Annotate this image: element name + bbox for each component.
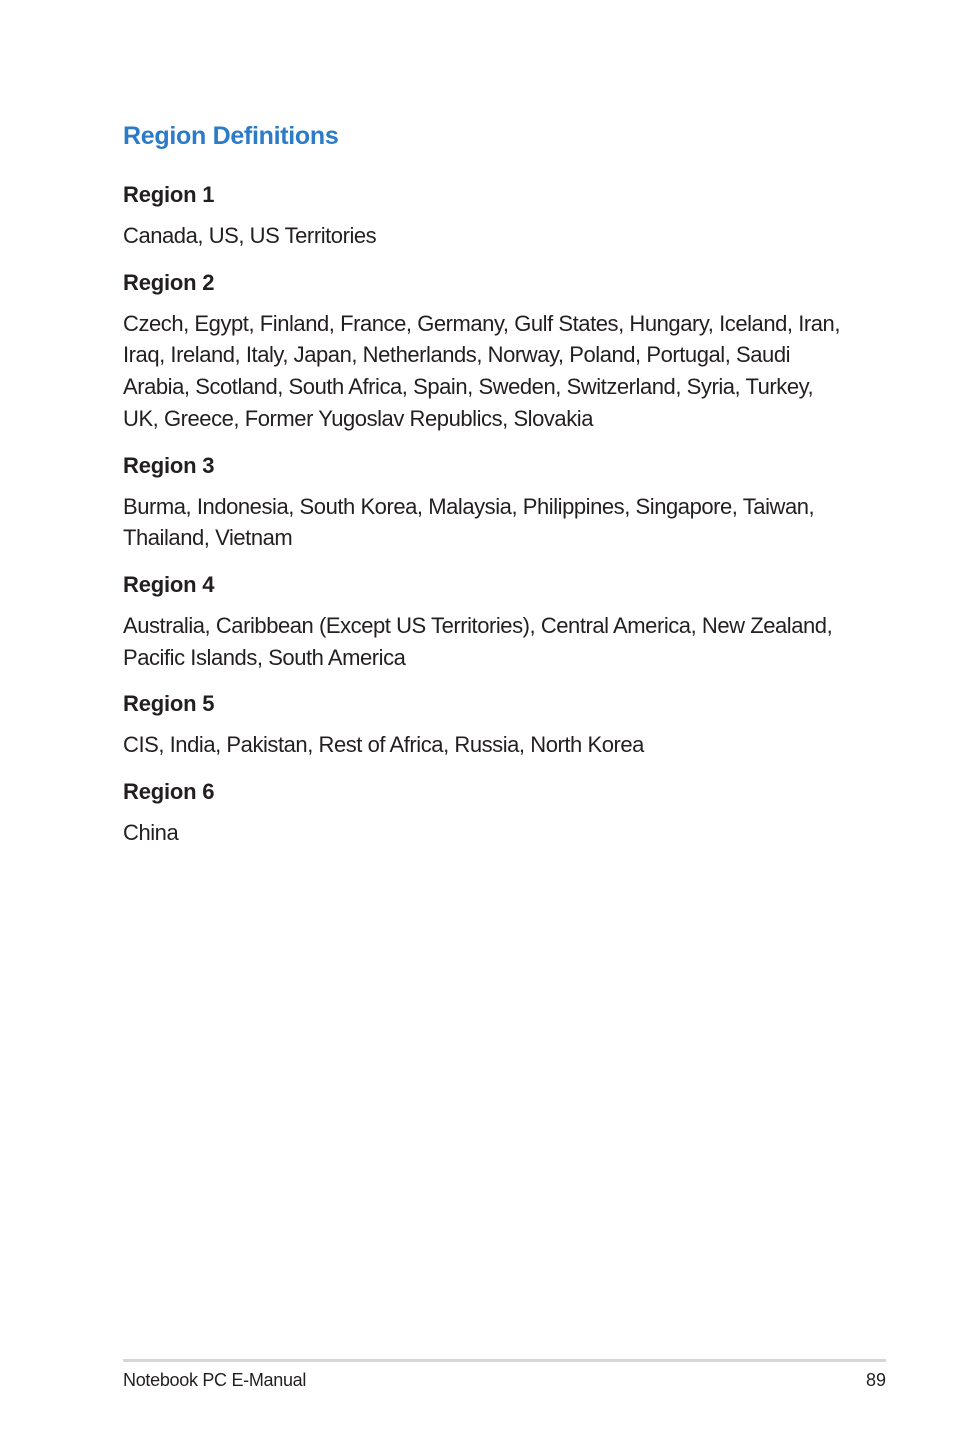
region-countries: CIS, India, Pakistan, Rest of Africa, Russia, North Korea <box>123 732 644 758</box>
footer-divider <box>123 1359 886 1362</box>
region-heading: Region 3 <box>123 452 215 478</box>
region-heading: Region 5 <box>123 691 215 717</box>
region-2-section <box>123 268 843 435</box>
footer-page-number: 89 <box>865 1370 886 1390</box>
region-countries: Canada, US, US Territories <box>123 223 377 248</box>
region-heading: Region 4 <box>123 571 215 597</box>
region-4-section <box>123 570 843 673</box>
region-heading: Region 6 <box>123 779 215 805</box>
region-6-section <box>123 777 843 849</box>
footer-manual-title: Notebook PC E-Manual <box>123 1370 307 1390</box>
region-heading: Region 2 <box>123 269 215 295</box>
region-1-section <box>123 180 843 252</box>
page-title: Region Definitions <box>123 122 339 150</box>
region-heading: Region 1 <box>123 182 215 207</box>
region-countries: China <box>123 820 179 846</box>
region-5-section <box>123 689 843 761</box>
region-countries: Australia, Caribbean (Except US Territories), Central America, New Zealand, Pacific Islands, South America <box>123 612 833 670</box>
region-countries: Burma, Indonesia, South Korea, Malaysia, Philippines, Singapore, Taiwan, Thailand, Vietnam <box>123 493 815 551</box>
region-countries: Czech, Egypt, Finland, France, Germany, Gulf States, Hungary, Iceland, Iran, Iraq, Ireland, Italy, Japan, Netherlands, Norway, Poland, Portugal, Saudi Arabia, Scotland, South Africa, Spain, Sweden, Switzerland, Syria, Turkey, UK, Greece, Former Yugoslav Republics, Slovakia <box>123 310 840 431</box>
region-3-section <box>123 451 843 554</box>
page-content <box>123 118 843 865</box>
